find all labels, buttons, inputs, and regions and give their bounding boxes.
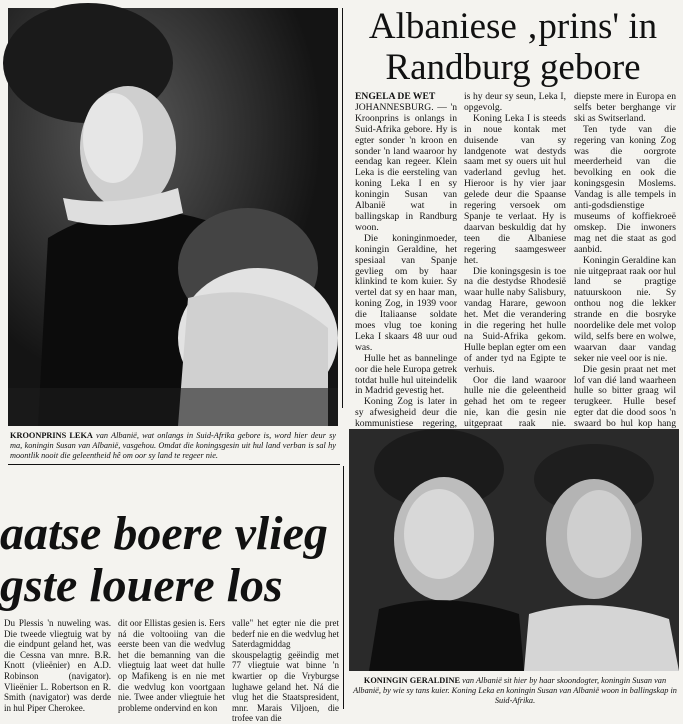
paragraph: is hy deur sy seun, Leka I, opgevolg. <box>464 91 566 113</box>
paragraph: Koning Leka I is steeds in noue kontak met duisende van sy landgenote wat destyds saam met sy ouers uit hul vaderland gevlug het. Hieroor is hy vier jaar gelede deur die Spaanse regering versoek om Spanje te verlaat. Hy is daarvan beskuldig dat hy teen die Albaniese regering saamgesweer het. <box>464 112 566 266</box>
caption-text: van Albanië sit hier by haar skoondogter, koningin Susan van Albanië, by wie sy tans kuier. Koning Leka en koningin Susan van Albanië woon in ballingskap in Suid-Afrika. <box>353 676 677 705</box>
headline-prince <box>345 6 681 88</box>
divider <box>342 8 343 408</box>
farmers-column-1 <box>4 618 111 713</box>
paragraph: JOHANNESBURG. — 'n Kroonprins is onlangs in Suid-Afrika gebore. Hy is egter sonder 'n kroon en sonder 'n land waaroor hy eendag kan regeer. Klein Leka is die eersteling van koning Leka I en sy koningin Susan van Albanië wat in ballingskap in Randburg woon. <box>355 101 457 233</box>
paragraph: Die gesin praat net met lof van dié land waarheen hulle so bitter graag wil terugkeer. Hulle besef egter dat die dood soos 'n swaard bo hul kop hang <box>574 363 676 430</box>
photo-prince-caption <box>10 431 336 461</box>
paragraph: Oor die land waaroor hulle nie die geleentheid gehad het om te regeer nie, kan die gesin nie uitgepraat raak nie. <box>464 374 566 430</box>
paragraph: Die koningsgesin is toe na die destydse Rhodesië waar hulle naby Salisbury, vandag Harare, gewoon het. Met die verandering in die regering het hulle na Suid-Afrika gekom. Hulle beplan egter om een of ander tyd na Egipte te verhuis. <box>464 265 566 375</box>
paragraph: Die koninginmoeder, koningin Geraldine, het spesiaal van Spanje gevlieg om by haar klinkind te kom kuier. Sy vertel dat sy en haar man, koning Zog, in 1939 voor die Italiaanse soldate moes vlug toe koning Leka I skaars 48 uur oud was. <box>355 232 457 353</box>
paragraph: Ten tyde van die regering van koning Zog was die oorgrote meerderheid van die bevolking en ook die koningsgesin Moslems. Vandag is alle tempels in anti-godsdienstige museums of koffiekroeë omskep. Die inwoners mag net die staat as god aanbid. <box>574 123 676 255</box>
paragraph: Hulle het as bannelinge oor die hele Europa getrek totdat hulle hul uiteindelik in Madrid gevestig het. <box>355 352 457 397</box>
caption-text: van Albanië, wat onlangs in Suid-Afrika gebore is, word hier deur sy ma, koningin Susan van Albanië, vasgehou. Omdat die koningsgesin uit hul land verban is sal hy moontlik nooit die geleentheid hê om oor sy land te regeer nie. <box>10 431 336 460</box>
paragraph: diepste mere in Europa en selfs beter berghange vir ski as Switserland. <box>574 91 676 124</box>
caption-lead: KROONPRINS LEKA <box>10 431 93 440</box>
divider <box>343 466 344 709</box>
caption-lead: KONINGIN GERALDINE <box>363 676 460 685</box>
photo-prince-leka <box>8 8 338 426</box>
headline-line2: Randburg gebore <box>385 47 641 88</box>
headline-line1: aatse boere vlieg <box>0 507 328 560</box>
paragraph: Koningin Geraldine kan nie uitgepraat raak oor hul land se pragtige natuurskoon nie. Sy onthou nog die lekker strande en die bosryke noordelike dele met volop wild, selfs bere en wolwe, waarvan daar vandag seker nie veel oor is nie. <box>574 254 676 364</box>
prince-column-3 <box>574 92 676 463</box>
headline-line2: gste louere los <box>0 559 283 612</box>
headline-farmers <box>0 508 340 612</box>
farmers-column-3 <box>232 618 339 724</box>
photo-queen-caption <box>352 676 678 706</box>
headline-line1: Albaniese ‚prins' in <box>368 6 658 47</box>
prince-column-1 <box>355 92 457 463</box>
paragraph: Koning Zog is later in sy afwesigheid deur die kommunistiese regering, <box>355 396 457 430</box>
paragraph: valle" het egter nie die pret bederf nie en die wedvlug het Saterdagmiddag skouspelagtig geëindig met 77 vliegtuie wat binne 'n kwartier op die Vryburgse lughawe geland het. Ná die vlug het die Staatspresident, mnr. Marais Viljoen, die trofee van die <box>232 618 339 724</box>
farmers-column-2 <box>118 618 225 713</box>
photo-queen-geraldine <box>349 429 679 671</box>
divider <box>8 464 340 465</box>
byline: ENGELA DE WET <box>355 91 436 102</box>
paragraph: dit oor Ellistas gesien is. Eers ná die voltooiing van die eerste been van die wedvlug het die bemanning van die vliegtuig laat weet dat hulle op Mafikeng is en nie met die wedvlug kon voortgaan nie. Twee ander vliegtuie het probleme ondervind en kon <box>118 618 225 713</box>
paragraph: Du Plessis 'n nuweling was. Die tweede vliegtuig wat by die eindpunt geland het, was die Cessna van mnre. B.R. Knott (vlieënier) en A.D. Robinson (navigator). Vlieënier L. Robertson en R. Smith (navigator) was derde in hul Piper Cherokee. <box>4 618 111 713</box>
